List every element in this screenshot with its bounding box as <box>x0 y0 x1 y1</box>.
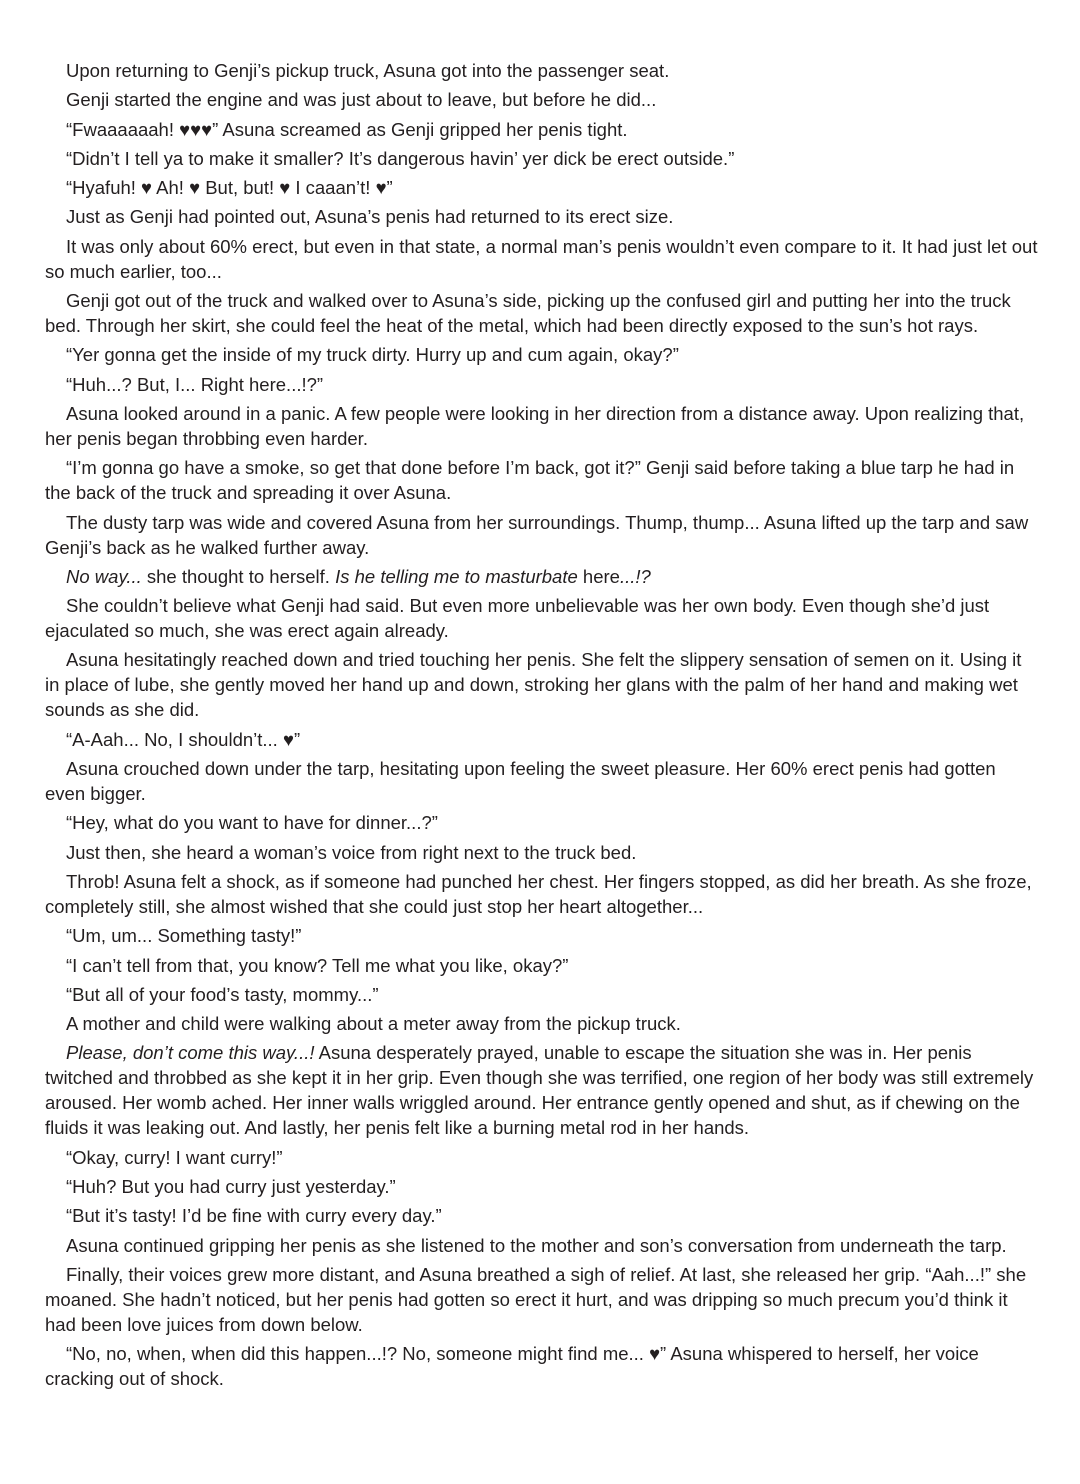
text-segment: Genji got out of the truck and walked over to Asuna’s side, picking up the confused girl and putting her into the truck bed. Through her skirt, she could feel the heat of the metal, which had been directly exposed to the sun’s hot rays. <box>45 290 1011 337</box>
paragraph <box>45 204 1040 229</box>
text-segment: She couldn’t believe what Genji had said. But even more unbelievable was her own body. Even though she’d just ejaculated so much, she was erect again already. <box>45 595 990 642</box>
text-segment: Just as Genji had pointed out, Asuna’s penis had returned to its erect size. <box>66 206 674 228</box>
text-segment: “I can’t tell from that, you know? Tell me what you like, okay?” <box>66 954 569 976</box>
paragraph <box>45 58 1040 83</box>
italic-text: Please, don’t come this way...! <box>66 1042 315 1064</box>
paragraph <box>45 401 1040 451</box>
text-segment: “A-Aah... No, I shouldn’t... ♥” <box>66 728 301 750</box>
document-page <box>45 58 1040 1396</box>
text-segment: “I’m gonna go have a smoke, so get that done before I’m back, got it?” Genji said before taking a blue tarp he had in the back of the truck and spreading it over Asuna. <box>45 457 1015 504</box>
paragraph <box>45 117 1040 142</box>
paragraph <box>45 510 1040 560</box>
text-segment: Asuna hesitatingly reached down and tried touching her penis. She felt the slippery sensation of semen on it. Using it in place of lube, she gently moved her hand up and down, stroking her glans with the palm of her hand and making wet sounds as she did. <box>45 649 1022 721</box>
text-segment: “No, no, when, when did this happen...!? No, someone might find me... ♥” Asuna whispered to herself, her voice cracking out of shock. <box>45 1343 979 1390</box>
paragraph <box>45 1040 1040 1140</box>
paragraph <box>45 647 1040 722</box>
paragraph <box>45 372 1040 397</box>
text-segment: here <box>577 565 620 587</box>
paragraph <box>45 146 1040 171</box>
text-segment: “Didn’t I tell ya to make it smaller? It’s dangerous havin’ yer dick be erect outside.” <box>66 147 735 169</box>
paragraph <box>45 564 1040 589</box>
paragraph <box>45 1145 1040 1170</box>
text-segment: A mother and child were walking about a meter away from the pickup truck. <box>66 1013 681 1035</box>
text-segment: Upon returning to Genji’s pickup truck, Asuna got into the passenger seat. <box>66 60 670 81</box>
paragraph <box>45 1341 1040 1391</box>
paragraph <box>45 1011 1040 1036</box>
paragraph <box>45 175 1040 200</box>
text-segment: “Okay, curry! I want curry!” <box>66 1146 283 1168</box>
text-segment: It was only about 60% erect, but even in that state, a normal man’s penis wouldn’t even compare to it. It had just let out so much earlier, too... <box>45 235 1038 282</box>
text-segment: Throb! Asuna felt a shock, as if someone had punched her chest. Her fingers stopped, as did her breath. As she froze, completely still, she almost wished that she could just stop her heart altogether... <box>45 870 1032 917</box>
text-segment: Finally, their voices grew more distant, and Asuna breathed a sigh of relief. At last, she released her grip. “Aah...!” she moaned. She hadn’t noticed, but her penis had gotten so erect it hurt, and was dripping so much precum you’d think it had been love juices from down below. <box>45 1263 1027 1335</box>
paragraph <box>45 953 1040 978</box>
italic-text: ...!? <box>619 565 651 587</box>
text-segment: Asuna crouched down under the tarp, hesitating upon feeling the sweet pleasure. Her 60% erect penis had gotten even bigger. <box>45 758 996 805</box>
text-segment: “But all of your food’s tasty, mommy...” <box>66 983 379 1005</box>
text-segment: “But it’s tasty! I’d be fine with curry every day.” <box>66 1205 442 1227</box>
paragraph <box>45 1203 1040 1228</box>
paragraph <box>45 756 1040 806</box>
text-segment: she thought to herself. <box>141 565 336 587</box>
paragraph <box>45 810 1040 835</box>
paragraph <box>45 982 1040 1007</box>
text-segment: “Hey, what do you want to have for dinner...?” <box>66 812 438 834</box>
paragraph <box>45 234 1040 284</box>
paragraph <box>45 840 1040 865</box>
paragraph <box>45 727 1040 752</box>
paragraph <box>45 1262 1040 1337</box>
text-segment: Genji started the engine and was just about to leave, but before he did... <box>66 89 657 111</box>
paragraph <box>45 455 1040 505</box>
text-segment: Just then, she heard a woman’s voice from right next to the truck bed. <box>66 841 637 863</box>
paragraph <box>45 593 1040 643</box>
text-segment: “Hyafuh! ♥ Ah! ♥ But, but! ♥ I caaan’t! ♥” <box>66 177 393 199</box>
paragraph <box>45 869 1040 919</box>
italic-text: Is he telling me to masturbate <box>335 565 578 587</box>
paragraph <box>45 288 1040 338</box>
text-segment: Asuna continued gripping her penis as she listened to the mother and son’s conversation from underneath the tarp. <box>66 1234 1007 1256</box>
italic-text: No way... <box>66 565 142 587</box>
paragraph <box>45 923 1040 948</box>
text-segment: The dusty tarp was wide and covered Asuna from her surroundings. Thump, thump... Asuna lifted up the tarp and saw Genji’s back as he walked further away. <box>45 511 1029 558</box>
text-segment: “Yer gonna get the inside of my truck dirty. Hurry up and cum again, okay?” <box>66 344 679 366</box>
text-segment: “Huh...? But, I... Right here...!?” <box>66 373 324 395</box>
text-segment: Asuna desperately prayed, unable to escape the situation she was in. Her penis twitched and throbbed as she kept it in her grip. Even though she was terrified, one region of her body was still extremely aroused. Her womb ached. Her inner walls wriggled around. Her entrance gently opened and shut, as if chewing on the fluids it was leaking out. And lastly, her penis felt like a burning metal rod in her hands. <box>45 1042 1034 1139</box>
paragraph <box>45 1174 1040 1199</box>
paragraph <box>45 87 1040 112</box>
text-segment: “Fwaaaaaah! ♥♥♥” Asuna screamed as Genji gripped her penis tight. <box>66 118 628 140</box>
text-segment: Asuna looked around in a panic. A few people were looking in her direction from a distance away. Upon realizing that, her penis began throbbing even harder. <box>45 402 1025 449</box>
paragraph <box>45 1233 1040 1258</box>
text-segment: “Huh? But you had curry just yesterday.” <box>66 1176 396 1198</box>
paragraph <box>45 342 1040 367</box>
text-segment: “Um, um... Something tasty!” <box>66 925 302 947</box>
